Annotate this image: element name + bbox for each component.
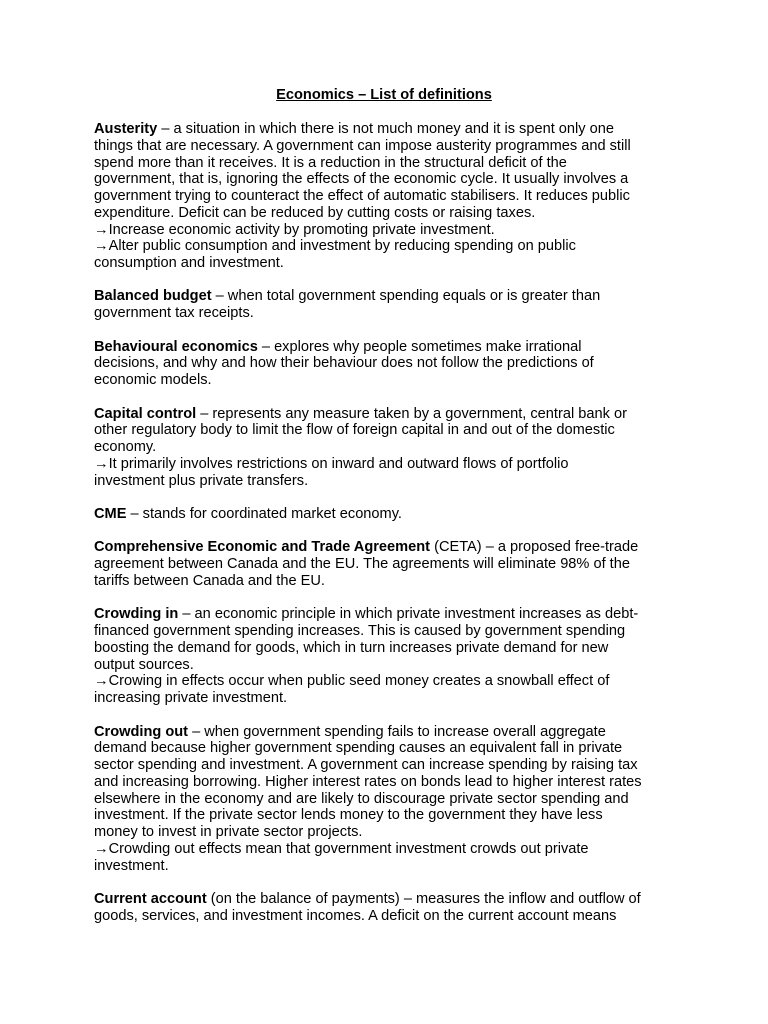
definition-line xyxy=(94,774,684,791)
definition-text: boosting the demand for goods, which in turn increases private demand for new xyxy=(94,639,609,656)
definition-line xyxy=(94,539,684,556)
definition-line xyxy=(94,757,684,774)
definition-entry xyxy=(94,121,684,272)
definition-text: economic models. xyxy=(94,372,212,389)
definition-line xyxy=(94,657,684,674)
definition-line xyxy=(94,255,684,272)
definition-line xyxy=(94,422,684,439)
definition-line xyxy=(94,372,684,389)
definition-line xyxy=(94,740,684,757)
definition-entry xyxy=(94,539,684,589)
definition-text: output sources. xyxy=(94,656,194,673)
definition-text: – a situation in which there is not much money and it is spent only one xyxy=(157,121,614,137)
definition-text: other regulatory body to limit the flow of foreign capital in and out of the domestic xyxy=(94,422,615,439)
definition-text: expenditure. Deficit can be reduced by cutting costs or raising taxes. xyxy=(94,204,536,221)
definition-line xyxy=(94,439,684,456)
definition-text: increasing private investment. xyxy=(94,690,288,707)
definition-line xyxy=(94,121,684,138)
definition-line xyxy=(94,807,684,824)
definition-text: government tax receipts. xyxy=(94,305,254,322)
definition-term: Crowding in xyxy=(94,606,179,623)
definition-line xyxy=(94,238,684,255)
definitions-list xyxy=(94,121,684,941)
definition-line xyxy=(94,573,684,590)
definition-entry xyxy=(94,891,684,925)
definition-term: Current account xyxy=(94,891,207,907)
definition-line xyxy=(94,406,684,423)
definition-line xyxy=(94,305,684,322)
definition-line xyxy=(94,188,684,205)
definition-text: money to invest in private sector projects. xyxy=(94,824,363,841)
definition-text: sector spending and investment. A government can increase spending by raising tax xyxy=(94,757,638,774)
definition-text: – stands for coordinated market economy. xyxy=(126,506,402,522)
definition-text: elsewhere in the economy and are likely to discourage private sector spending and xyxy=(94,790,629,807)
definition-text: →Crowing in effects occur when public seed money creates a snowball effect of xyxy=(94,673,610,690)
definition-line xyxy=(94,841,684,858)
definition-text: things that are necessary. A government can impose austerity programmes and still xyxy=(94,137,631,154)
definition-line xyxy=(94,473,684,490)
definition-text: (on the balance of payments) – measures the inflow and outflow of xyxy=(206,891,641,907)
definition-entry xyxy=(94,288,684,322)
definition-text: investment plus private transfers. xyxy=(94,472,309,489)
definition-text: investment. If the private sector lends money to the government they have less xyxy=(94,807,603,824)
definition-text: financed government spending increases. This is caused by government spending xyxy=(94,623,626,640)
definition-line xyxy=(94,155,684,172)
definition-line xyxy=(94,724,684,741)
definition-line xyxy=(94,339,684,356)
definition-entry xyxy=(94,339,684,389)
definition-line xyxy=(94,506,684,523)
definition-line xyxy=(94,456,684,473)
definition-term: Comprehensive Economic and Trade Agreement xyxy=(94,539,431,556)
definition-line xyxy=(94,791,684,808)
definition-line xyxy=(94,690,684,707)
definition-line xyxy=(94,138,684,155)
definition-text: – an economic principle in which private investment increases as debt- xyxy=(178,606,639,623)
definition-term: Capital control xyxy=(94,405,197,422)
definition-text: and increasing borrowing. Higher interest rates on bonds lead to higher interest rates xyxy=(94,773,642,790)
definition-text: decisions, and why and how their behaviour does not follow the predictions of xyxy=(94,355,594,372)
definition-line xyxy=(94,222,684,239)
definition-text: →Alter public consumption and investment by reducing spending on public xyxy=(94,238,576,255)
definition-line xyxy=(94,556,684,573)
definition-text: government trying to counteract the effect of automatic stabilisers. It reduces public xyxy=(94,188,630,204)
definition-term: Behavioural economics xyxy=(94,338,258,355)
definition-text: consumption and investment. xyxy=(94,255,284,271)
definition-text: investment. xyxy=(94,857,169,874)
definition-line xyxy=(94,673,684,690)
definition-entry xyxy=(94,506,684,523)
definition-text: spend more than it receives. It is a reduction in the structural deficit of the xyxy=(94,154,567,171)
definition-term: CME xyxy=(94,506,127,522)
definition-text: – when government spending fails to increase overall aggregate xyxy=(188,723,606,740)
definition-text: – when total government spending equals or is greater than xyxy=(211,288,601,305)
definition-term: Balanced budget xyxy=(94,288,212,305)
document-title: Economics – List of definitions xyxy=(276,87,492,103)
definition-text: – explores why people sometimes make irrational xyxy=(257,338,582,355)
definition-entry xyxy=(94,724,684,875)
definition-text: →Increase economic activity by promoting private investment. xyxy=(94,221,495,238)
definition-line xyxy=(94,623,684,640)
definition-term: Austerity xyxy=(94,121,158,137)
definition-line xyxy=(94,606,684,623)
definition-text: agreement between Canada and the EU. The agreements will eliminate 98% of the xyxy=(94,556,630,573)
definition-line xyxy=(94,355,684,372)
definition-line xyxy=(94,171,684,188)
definition-text: goods, services, and investment incomes. A deficit on the current account means xyxy=(94,907,617,924)
definition-text: – represents any measure taken by a government, central bank or xyxy=(196,405,627,422)
definition-line xyxy=(94,288,684,305)
definition-text: tariffs between Canada and the EU. xyxy=(94,572,325,589)
definition-line xyxy=(94,891,684,908)
definition-text: economy. xyxy=(94,439,157,456)
definition-entry xyxy=(94,606,684,707)
definition-line xyxy=(94,640,684,657)
definition-line xyxy=(94,205,684,222)
definition-entry xyxy=(94,406,684,490)
definition-line xyxy=(94,908,684,925)
definition-line xyxy=(94,858,684,875)
definition-text: demand because higher government spending causes an equivalent fall in private xyxy=(94,740,623,757)
definition-text: →It primarily involves restrictions on inward and outward flows of portfolio xyxy=(94,455,569,472)
definition-line xyxy=(94,824,684,841)
definition-term: Crowding out xyxy=(94,723,189,740)
definition-text: government, that is, ignoring the effects of the economic cycle. It usually involves a xyxy=(94,171,629,188)
definition-text: (CETA) – a proposed free-trade xyxy=(430,539,639,556)
definition-text: →Crowding out effects mean that government investment crowds out private xyxy=(94,840,589,857)
